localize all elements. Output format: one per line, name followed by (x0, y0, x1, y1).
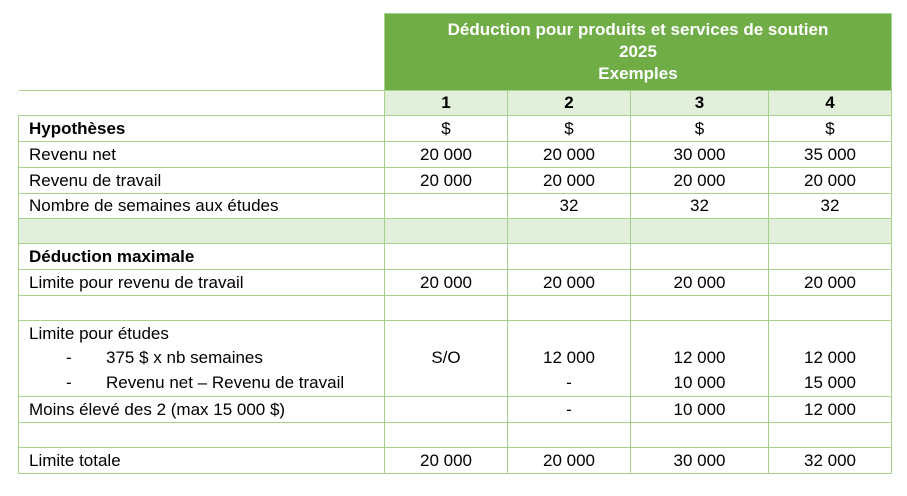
title-line-1: Déduction pour produits et services de soutien (447, 20, 829, 39)
cell: $ (769, 116, 892, 142)
cell (385, 194, 508, 219)
table-row-hypotheses (19, 116, 892, 142)
cell: 35 000 (769, 142, 892, 168)
separator-cell (385, 219, 508, 244)
column-header-2: 2 (508, 91, 631, 116)
separator-row (19, 219, 892, 244)
title-row (19, 14, 892, 91)
cell: 30 000 (631, 448, 769, 474)
cell: 20 000 (631, 168, 769, 194)
cell (385, 296, 508, 321)
sub-item-label: Revenu net – Revenu de travail (106, 372, 345, 392)
cell-value: 12 000 (804, 348, 856, 368)
cell (631, 321, 769, 397)
cell: 30 000 (631, 142, 769, 168)
table-row-moins-eleve (19, 397, 892, 423)
cell-value: S/O (431, 348, 461, 368)
cell: $ (631, 116, 769, 142)
cell (19, 296, 385, 321)
cell: 20 000 (769, 168, 892, 194)
row-label: Revenu net (19, 142, 385, 168)
deduction-table (18, 13, 892, 474)
cell (385, 321, 508, 397)
dash-bullet: - (66, 348, 72, 368)
cell: 20 000 (508, 448, 631, 474)
cell (631, 244, 769, 270)
dash-bullet: - (66, 372, 72, 392)
cell: 20 000 (385, 168, 508, 194)
column-header-1: 1 (385, 91, 508, 116)
table-title (385, 14, 892, 91)
cell (508, 423, 631, 448)
row-label: Limite pour études (29, 323, 169, 343)
blank-row (19, 296, 892, 321)
cell: - (508, 397, 631, 423)
table-row-revenu-net (19, 142, 892, 168)
cell: 20 000 (508, 142, 631, 168)
cell (385, 423, 508, 448)
deduction-table-wrapper (18, 13, 892, 474)
cell (508, 296, 631, 321)
cell: $ (385, 116, 508, 142)
cell: 20 000 (769, 270, 892, 296)
cell-value: 12 000 (673, 348, 726, 368)
limite-etudes-label-cell (19, 321, 385, 397)
cell: $ (508, 116, 631, 142)
cell-value: 10 000 (673, 372, 726, 392)
cell (631, 423, 769, 448)
section-heading: Déduction maximale (19, 244, 385, 270)
blank-row (19, 423, 892, 448)
cell (385, 397, 508, 423)
cell: 20 000 (508, 168, 631, 194)
table-row-limite-revenu (19, 270, 892, 296)
table-row-semaines (19, 194, 892, 219)
sub-item-semaines (29, 346, 384, 371)
cell (19, 423, 385, 448)
column-header-3: 3 (631, 91, 769, 116)
table-row-deduction-maximale (19, 244, 892, 270)
cell-value: 12 000 (543, 348, 595, 368)
table-row-limite-etudes (19, 321, 892, 397)
row-label: Limite pour revenu de travail (19, 270, 385, 296)
corner-cell (19, 14, 385, 91)
row-label: Revenu de travail (19, 168, 385, 194)
cell (385, 244, 508, 270)
sub-item-label: 375 $ x nb semaines (106, 348, 263, 368)
cell: 10 000 (631, 397, 769, 423)
cell: 20 000 (385, 448, 508, 474)
separator-cell (19, 219, 385, 244)
column-number-row (19, 91, 892, 116)
row-label: Moins élevé des 2 (max 15 000 $) (19, 397, 385, 423)
row-label: Hypothèses (19, 116, 385, 142)
sub-item-revenu (29, 371, 384, 396)
cell (508, 244, 631, 270)
cell-value (385, 371, 507, 396)
row-label: Limite totale (19, 448, 385, 474)
cell: 20 000 (385, 270, 508, 296)
cell (769, 321, 892, 397)
cell-value: 15 000 (804, 372, 856, 392)
cell: 32 (631, 194, 769, 219)
column-header-4: 4 (769, 91, 892, 116)
cell (769, 244, 892, 270)
title-line-2: 2025 (619, 42, 657, 61)
cell (769, 296, 892, 321)
cell: 20 000 (385, 142, 508, 168)
corner-cell-2 (19, 91, 385, 116)
title-line-3: Exemples (598, 64, 678, 83)
cell: 20 000 (631, 270, 769, 296)
table-row-limite-totale (19, 448, 892, 474)
row-label: Nombre de semaines aux études (19, 194, 385, 219)
cell (769, 423, 892, 448)
cell: 32 (769, 194, 892, 219)
cell: 32 000 (769, 448, 892, 474)
cell: 20 000 (508, 270, 631, 296)
cell (508, 321, 631, 397)
cell (631, 296, 769, 321)
cell-value: - (566, 372, 572, 392)
separator-cell (508, 219, 631, 244)
table-row-revenu-travail (19, 168, 892, 194)
cell: 32 (508, 194, 631, 219)
separator-cell (631, 219, 769, 244)
cell: 12 000 (769, 397, 892, 423)
separator-cell (769, 219, 892, 244)
